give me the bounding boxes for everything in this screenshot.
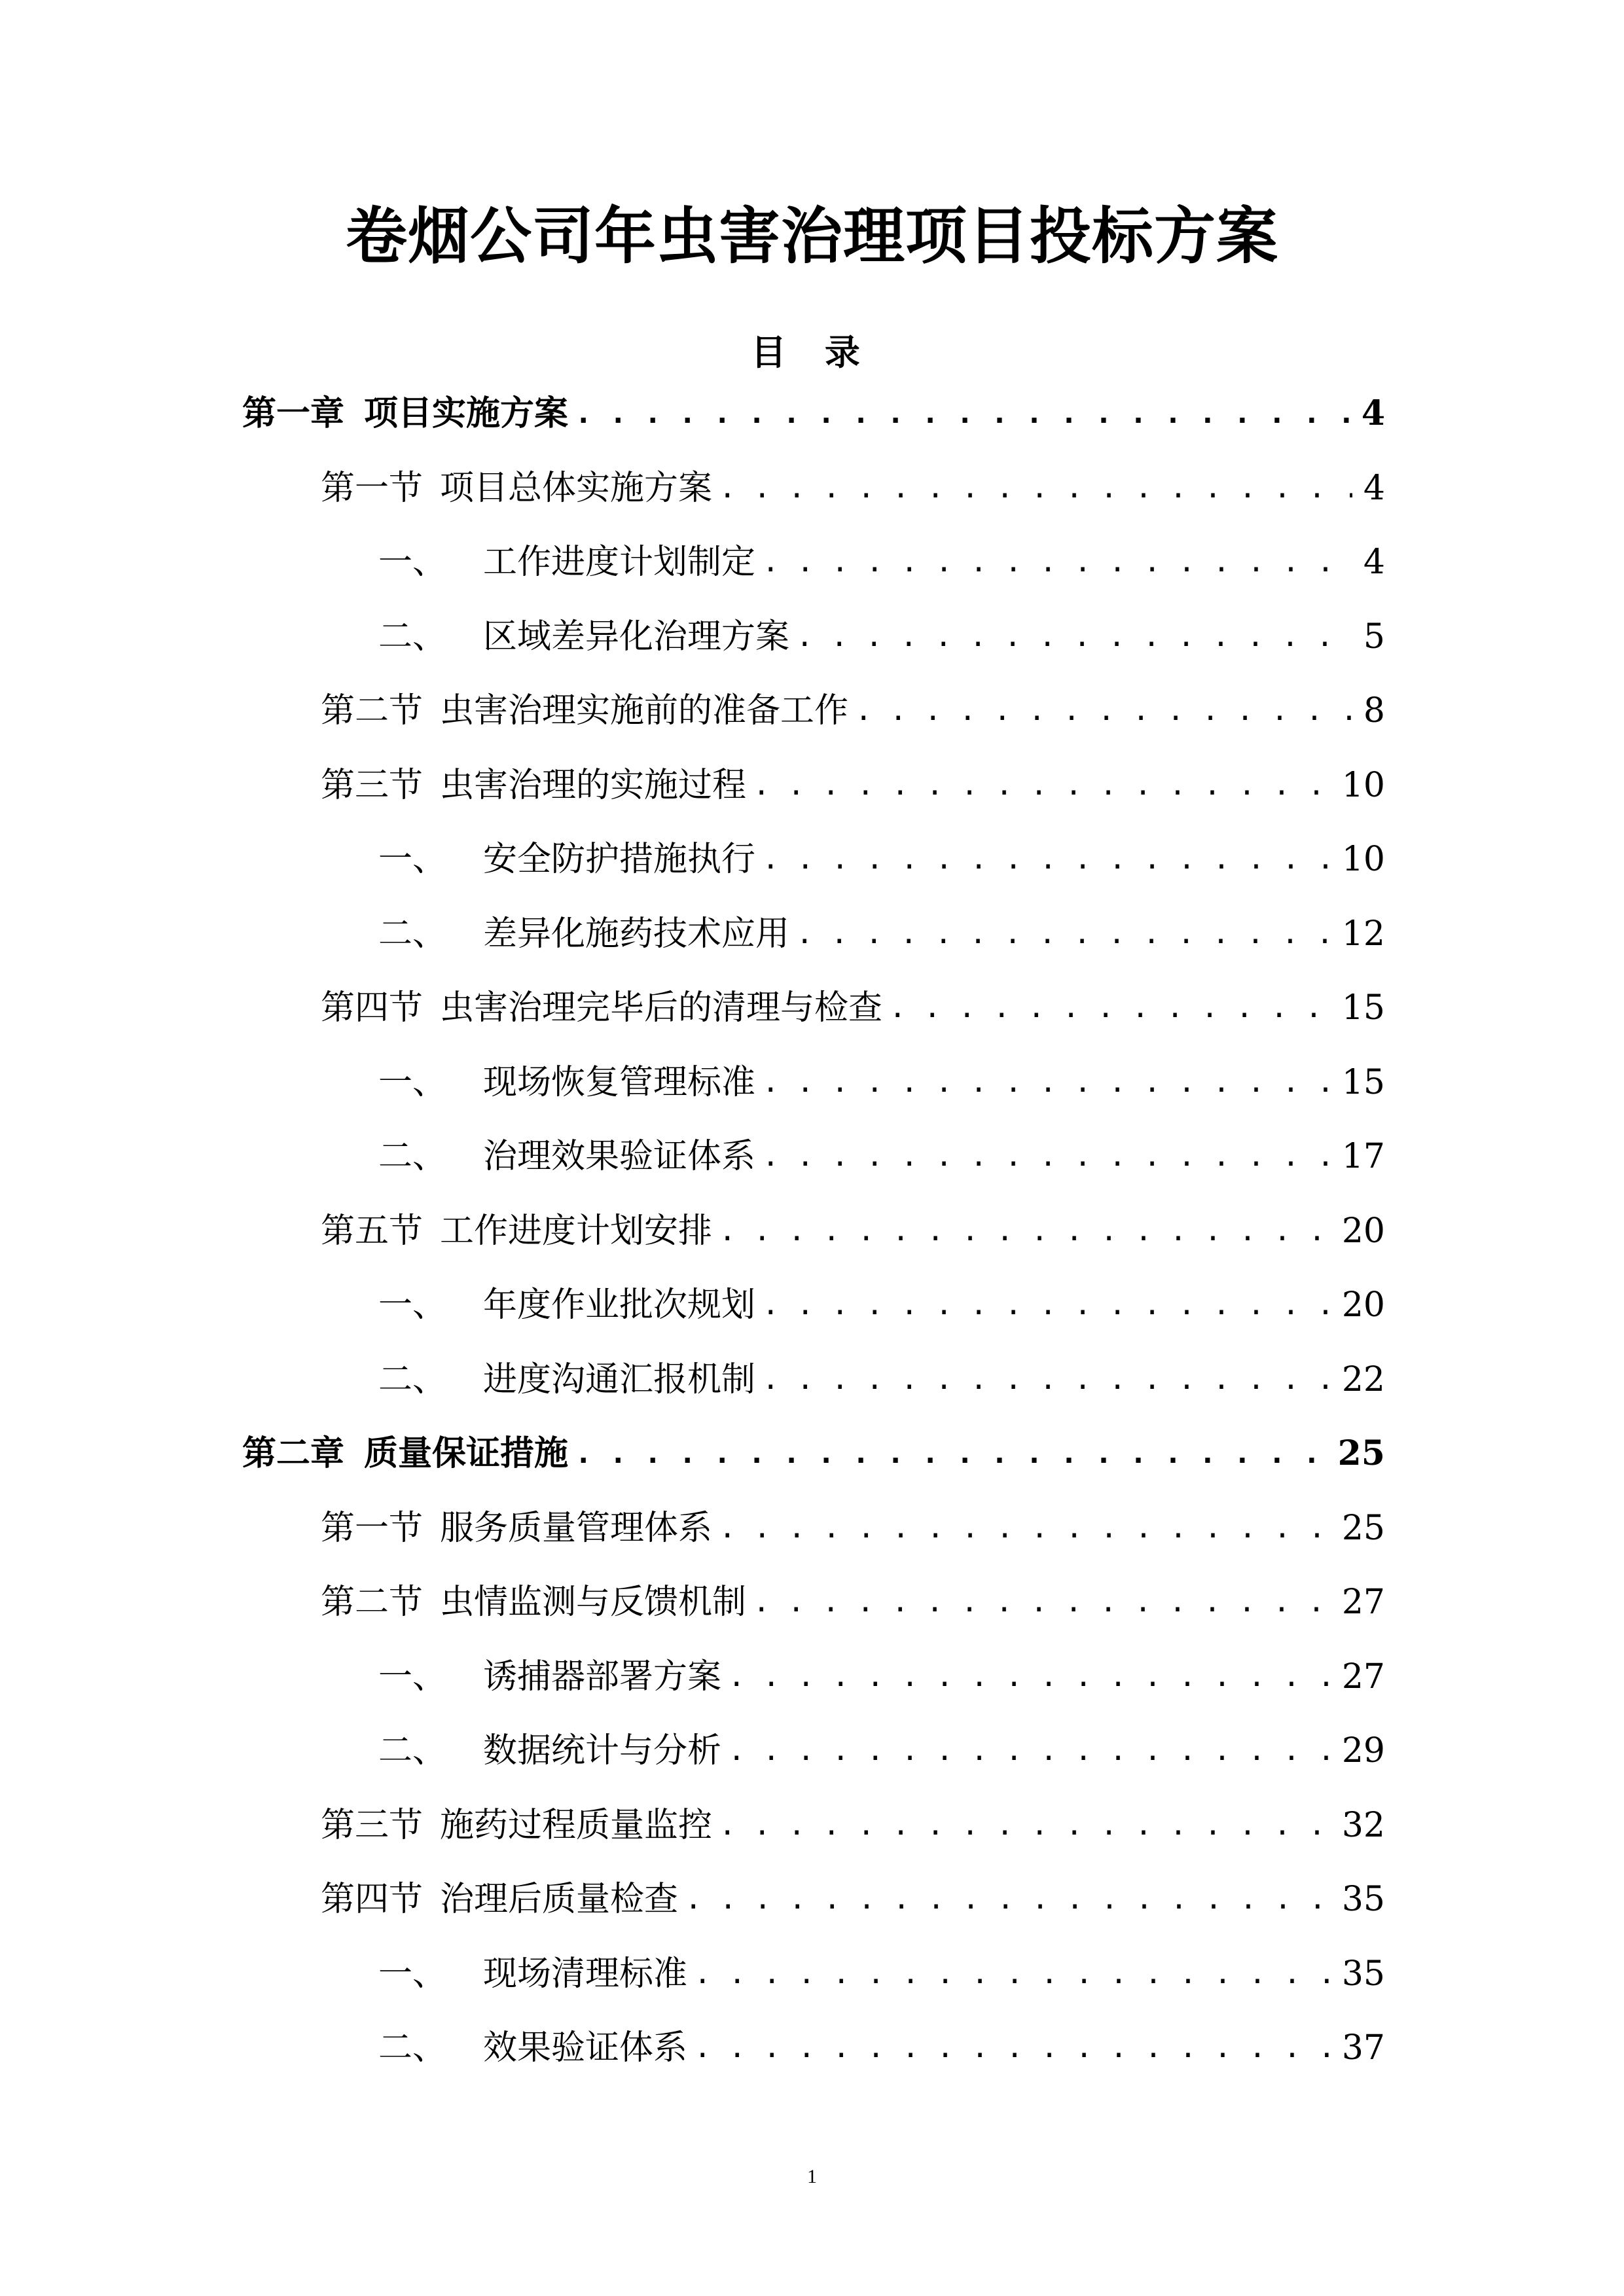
toc-dot-leader [575, 1427, 1331, 1480]
toc-entry[interactable] [378, 1130, 1385, 1183]
toc-entry[interactable] [321, 982, 1385, 1034]
toc-entry-title: 安全防护措施执行 [483, 840, 756, 879]
toc-entry-page: 27 [1341, 1657, 1385, 1696]
toc-entry-title: 年度作业批次规划 [483, 1285, 756, 1325]
toc-entry-page: 22 [1341, 1360, 1385, 1399]
toc-entry[interactable] [378, 833, 1385, 886]
toc-entry-page: 8 [1363, 691, 1385, 730]
toc-entry-page: 10 [1341, 766, 1385, 805]
toc-entry[interactable] [378, 1279, 1385, 1331]
toc-dot-leader [762, 536, 1352, 588]
toc-entry-title: 质量保证措施 [364, 1433, 569, 1473]
toc-entry[interactable] [378, 611, 1385, 663]
toc-entry-title: 进度沟通汇报机制 [483, 1360, 756, 1399]
toc-entry-number: 第三节 [321, 766, 424, 805]
toc-dot-leader [753, 759, 1335, 812]
toc-entry-title: 施药过程质量监控 [440, 1806, 713, 1845]
toc-entry-title: 虫害治理完毕后的清理与检查 [440, 988, 883, 1028]
toc-entry-number: 一、 [378, 840, 447, 879]
toc-entry-title: 服务质量管理体系 [440, 1509, 713, 1548]
toc-entry[interactable] [321, 685, 1385, 737]
toc-entry[interactable] [378, 908, 1385, 960]
toc-dot-leader [753, 1576, 1335, 1628]
toc-entry[interactable] [378, 1354, 1385, 1406]
toc-entry[interactable] [242, 387, 1385, 440]
toc-entry-title: 诱捕器部署方案 [483, 1657, 722, 1696]
toc-entry-page: 37 [1341, 2028, 1385, 2068]
toc-entry[interactable] [321, 1205, 1385, 1257]
toc-entry-page: 17 [1341, 1137, 1385, 1176]
toc-entry-number: 二、 [378, 2028, 447, 2068]
toc-entry[interactable] [321, 1502, 1385, 1554]
toc-entry-number: 第一节 [321, 1509, 424, 1548]
toc-entry[interactable] [378, 1056, 1385, 1109]
toc-entry-title: 项目总体实施方案 [440, 469, 713, 508]
toc-entry-title: 工作进度计划制定 [483, 543, 756, 582]
toc-entry-page: 4 [1363, 543, 1385, 582]
toc-entry[interactable] [378, 1651, 1385, 1703]
toc-entry-number: 第二节 [321, 1583, 424, 1622]
toc-entry[interactable] [321, 759, 1385, 812]
toc-heading: 目 录 [751, 331, 873, 373]
toc-entry-number: 二、 [378, 1731, 447, 1770]
toc-entry-page: 20 [1341, 1285, 1385, 1325]
toc-entry-number: 第一节 [321, 469, 424, 508]
toc-dot-leader [796, 908, 1335, 960]
document-title: 卷烟公司年虫害治理项目投标方案 [345, 200, 1278, 272]
toc-entry[interactable] [321, 1799, 1385, 1852]
toc-entry-page: 25 [1341, 1509, 1385, 1548]
toc-entry-page: 35 [1341, 1880, 1385, 1919]
page-number: 1 [807, 2166, 817, 2187]
toc-entry-number: 第五节 [321, 1211, 424, 1251]
toc-entry-number: 一、 [378, 543, 447, 582]
toc-entry-title: 治理后质量检查 [440, 1880, 679, 1919]
toc-entry-title: 区域差异化治理方案 [483, 617, 790, 656]
toc-entry-title: 治理效果验证体系 [483, 1137, 756, 1176]
toc-entry-number: 二、 [378, 1360, 447, 1399]
toc-dot-leader [855, 685, 1352, 737]
toc-entry-number: 第三节 [321, 1806, 424, 1845]
toc-entry-number: 一、 [378, 1657, 447, 1696]
toc-dot-leader [694, 1948, 1335, 2000]
toc-entry[interactable] [321, 1873, 1385, 1926]
toc-entry[interactable] [378, 2022, 1385, 2074]
toc-dot-leader [762, 1056, 1335, 1109]
toc-dot-leader [728, 1651, 1335, 1703]
toc-entry-number: 一、 [378, 1285, 447, 1325]
toc-entry[interactable] [321, 1576, 1385, 1628]
toc-entry-number: 第四节 [321, 1880, 424, 1919]
toc-dot-leader [762, 1354, 1335, 1406]
toc-entry-number: 第四节 [321, 988, 424, 1028]
toc-entry-title: 项目实施方案 [364, 393, 569, 433]
toc-entry-number: 第一章 [242, 393, 345, 433]
toc-dot-leader [889, 982, 1335, 1034]
toc-entry-number: 二、 [378, 617, 447, 656]
toc-entry-title: 效果验证体系 [483, 2028, 688, 2068]
toc-dot-leader [762, 1279, 1335, 1331]
toc-entry-title: 虫害治理的实施过程 [440, 766, 747, 805]
toc-entry-number: 二、 [378, 914, 447, 954]
toc-dot-leader [762, 833, 1335, 886]
toc-entry-page: 29 [1341, 1731, 1385, 1770]
toc-entry-title: 数据统计与分析 [483, 1731, 722, 1770]
toc-entry-page: 4 [1363, 469, 1385, 508]
toc-entry-title: 工作进度计划安排 [440, 1211, 713, 1251]
toc-entry-page: 15 [1341, 1063, 1385, 1102]
toc-entry-page: 35 [1341, 1954, 1385, 1994]
toc-entry-page: 25 [1337, 1433, 1385, 1473]
toc-dot-leader [796, 611, 1352, 663]
toc-entry[interactable] [378, 1725, 1385, 1777]
toc-entry-number: 第二节 [321, 691, 424, 730]
toc-entry[interactable] [321, 462, 1385, 514]
toc-dot-leader [719, 1205, 1335, 1257]
toc-dot-leader [719, 1502, 1335, 1554]
toc-dot-leader [575, 387, 1352, 440]
toc-dot-leader [728, 1725, 1335, 1777]
toc-entry-page: 15 [1341, 988, 1385, 1028]
toc-dot-leader [719, 1799, 1335, 1852]
toc-dot-leader [694, 2022, 1335, 2074]
toc-entry-title: 现场恢复管理标准 [483, 1063, 756, 1102]
toc-entry[interactable] [242, 1427, 1385, 1480]
toc-entry-page: 32 [1341, 1806, 1385, 1845]
toc-entry-title: 现场清理标准 [483, 1954, 688, 1994]
toc-entry-page: 12 [1341, 914, 1385, 954]
toc-entry-page: 27 [1341, 1583, 1385, 1622]
toc-dot-leader [719, 462, 1352, 514]
toc-entry-number: 一、 [378, 1063, 447, 1102]
toc-entry-number: 第二章 [242, 1433, 345, 1473]
toc-dot-leader [685, 1873, 1335, 1926]
toc-entry-number: 一、 [378, 1954, 447, 1994]
toc-entry[interactable] [378, 536, 1385, 588]
toc-entry-page: 5 [1363, 617, 1385, 656]
toc-dot-leader [762, 1130, 1335, 1183]
toc-entry-page: 20 [1341, 1211, 1385, 1251]
toc-entry-title: 虫害治理实施前的准备工作 [440, 691, 849, 730]
toc-entry-page: 10 [1341, 840, 1385, 879]
toc-entry-number: 二、 [378, 1137, 447, 1176]
toc-entry-page: 4 [1361, 393, 1385, 433]
toc-entry-title: 虫情监测与反馈机制 [440, 1583, 747, 1622]
toc-entry-title: 差异化施药技术应用 [483, 914, 790, 954]
toc-entry[interactable] [378, 1948, 1385, 2000]
